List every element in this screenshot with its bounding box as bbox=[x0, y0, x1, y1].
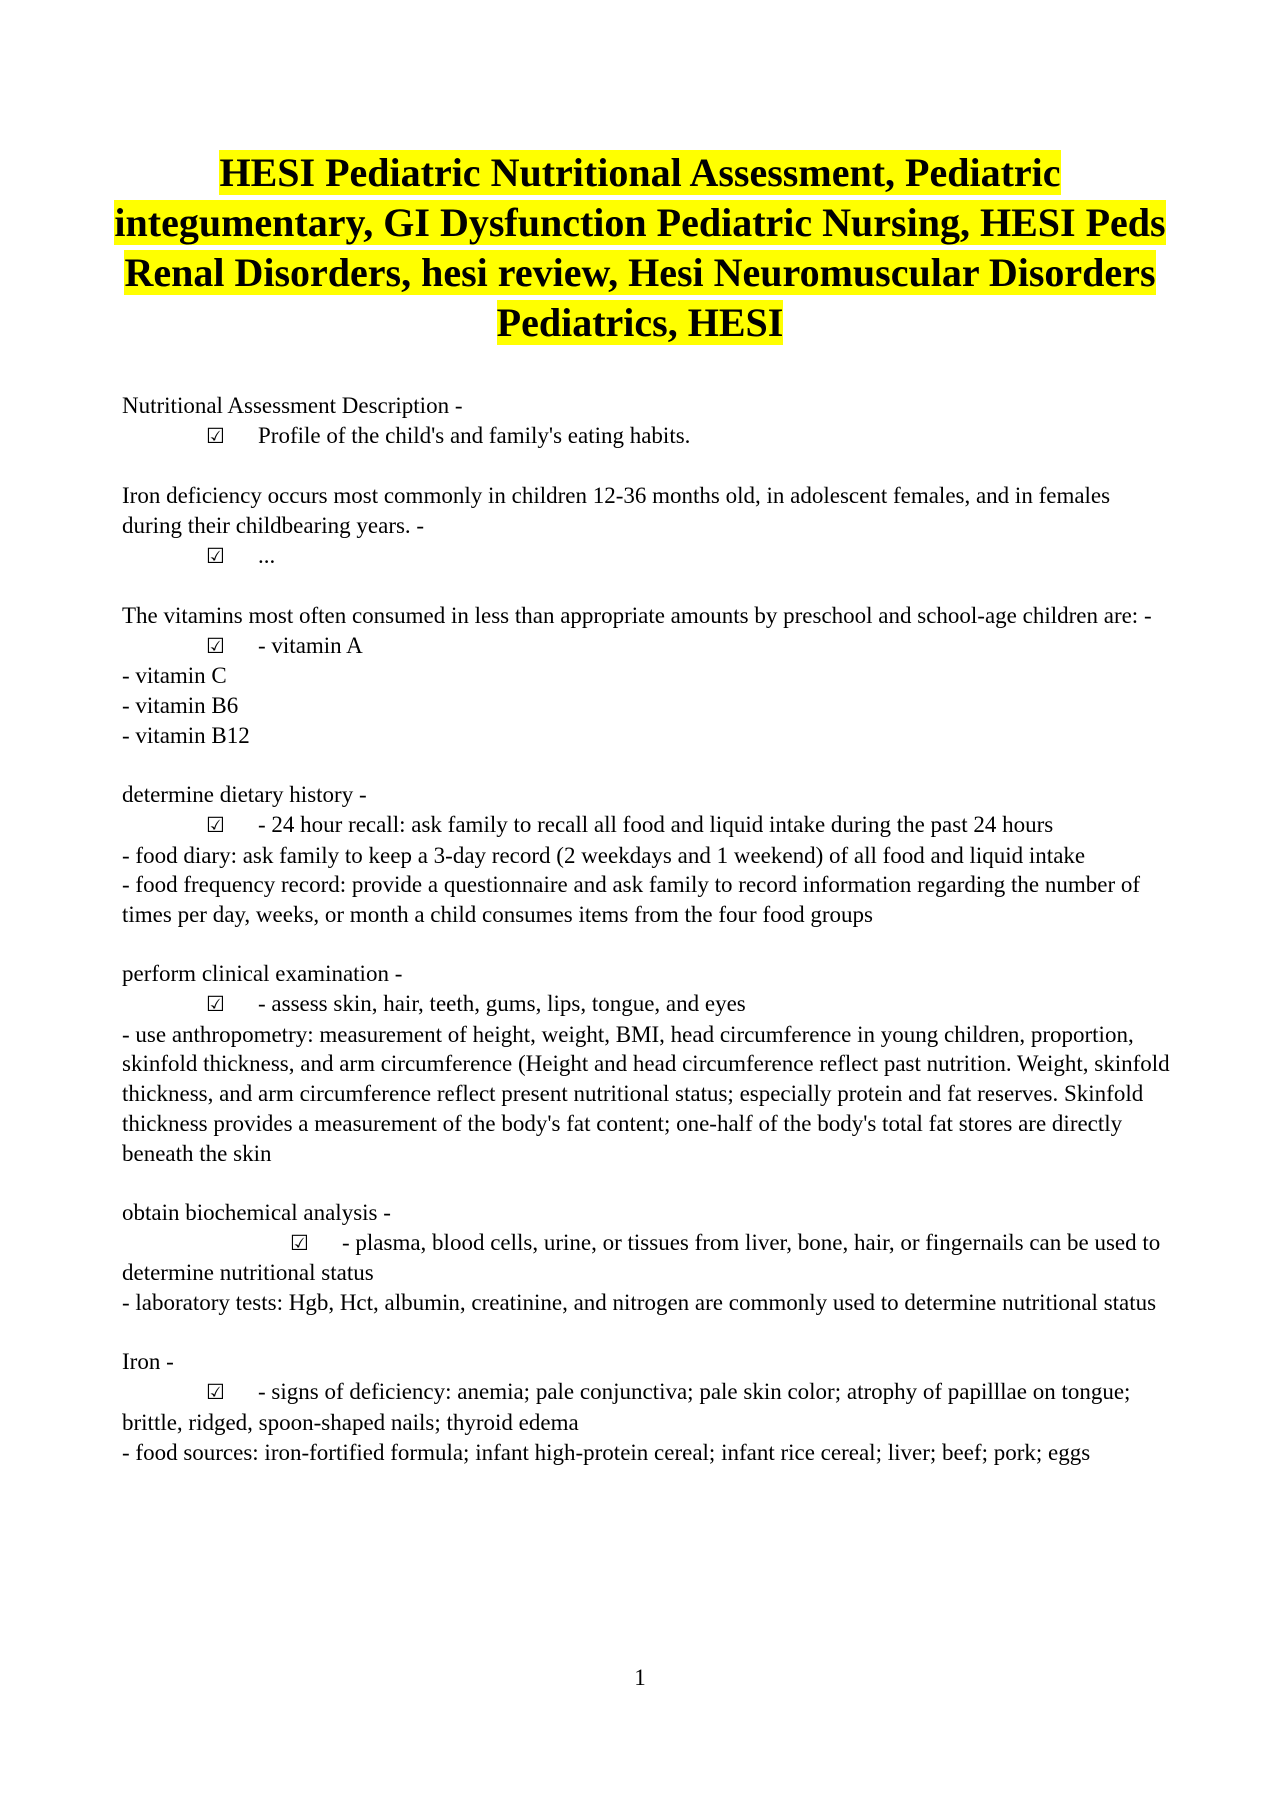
answer-line: - vitamin B12 bbox=[122, 722, 250, 748]
answer-text: - 24 hour recall: ask family to recall all food and liquid intake during the past 24 hours bbox=[258, 811, 1054, 837]
answer-line: - food sources: iron-fortified formula; infant high-protein cereal; infant rice cereal; liver; beef; pork; eggs bbox=[122, 1439, 1091, 1465]
answer-first-line bbox=[122, 1228, 1170, 1288]
answer-first-line bbox=[122, 631, 1170, 662]
question-text: Iron - bbox=[122, 1349, 174, 1375]
answer-first-line bbox=[122, 989, 1170, 1020]
qa-section bbox=[122, 780, 1170, 930]
answer-text: - assess skin, hair, teeth, gums, lips, tongue, and eyes bbox=[258, 991, 746, 1016]
document-body bbox=[122, 391, 1170, 1497]
answer-line: - food diary: ask family to keep a 3-day record (2 weekdays and 1 weekend) of all food and liquid intake bbox=[122, 842, 1086, 868]
qa-section bbox=[122, 1347, 1170, 1467]
answer-first-line bbox=[122, 1377, 1170, 1437]
answer-text: Profile of the child's and family's eating habits. bbox=[258, 422, 691, 448]
question-text: determine dietary history - bbox=[122, 782, 367, 808]
qa-section bbox=[122, 481, 1170, 571]
answer-line: - vitamin C bbox=[122, 663, 227, 689]
page-number: 1 bbox=[634, 1665, 646, 1690]
checkbox-icon: ☑ bbox=[206, 543, 225, 568]
qa-section bbox=[122, 1198, 1170, 1318]
question-text: Iron deficiency occurs most commonly in children 12-36 months old, in adolescent females, and in females during their childbearing years. - bbox=[122, 483, 1111, 538]
answer-first-line bbox=[122, 810, 1170, 841]
answer-first-line bbox=[122, 421, 1170, 452]
document-title bbox=[110, 148, 1170, 348]
answer-line: - laboratory tests: Hgb, Hct, albumin, creatinine, and nitrogen are commonly used to determine nutritional status bbox=[122, 1290, 1157, 1316]
checkbox-icon: ☑ bbox=[206, 423, 225, 448]
checkbox-icon: ☑ bbox=[206, 1380, 225, 1405]
qa-section bbox=[122, 391, 1170, 451]
checkbox-icon: ☑ bbox=[206, 633, 225, 658]
question-text: Nutritional Assessment Description - bbox=[122, 393, 463, 418]
question-text: obtain biochemical analysis - bbox=[122, 1199, 391, 1225]
qa-section bbox=[122, 959, 1170, 1168]
question-text: perform clinical examination - bbox=[122, 961, 403, 987]
qa-section bbox=[122, 601, 1170, 751]
answer-text: ... bbox=[258, 542, 276, 568]
title-highlight: HESI Pediatric Nutritional Assessment, Pediatric integumentary, GI Dysfunction Pediatric Nursing, HESI Peds Renal Disorders, hesi review, Hesi Neuromuscular Disorders Pediatrics, HESI bbox=[114, 150, 1166, 345]
question-text: The vitamins most often consumed in less than appropriate amounts by preschool and school-age children are: - bbox=[122, 602, 1152, 628]
answer-first-line bbox=[122, 541, 1170, 572]
checkbox-icon: ☑ bbox=[206, 812, 225, 837]
answer-text: - vitamin A bbox=[258, 632, 363, 658]
answer-line: - food frequency record: provide a questionnaire and ask family to record information regarding the number of times per day, weeks, or month a child consumes items from the four food groups bbox=[122, 872, 1141, 927]
answer-text: - plasma, blood cells, urine, or tissues from liver, bone, hair, or fingernails can be used to determine nutritional status bbox=[122, 1229, 1161, 1286]
answer-line: - use anthropometry: measurement of height, weight, BMI, head circumference in young children, proportion, skinfold thickness, and arm circumference (Height and head circumference reflect past nutrition. Weight, skinfold thickness, and arm circumference reflect present nutritional status; especially protein and fat reserves. Skinfold thickness provides a measurement of the body's fat content; one-half of the body's total fat stores are directly beneath the skin bbox=[122, 1021, 1170, 1166]
checkbox-icon: ☑ bbox=[290, 1230, 309, 1255]
checkbox-icon: ☑ bbox=[206, 992, 225, 1016]
answer-line: - vitamin B6 bbox=[122, 693, 239, 718]
answer-text: - signs of deficiency: anemia; pale conjunctiva; pale skin color; atrophy of papilllae on tongue; brittle, ridged, spoon-shaped nails; thyroid edema bbox=[122, 1379, 1131, 1435]
